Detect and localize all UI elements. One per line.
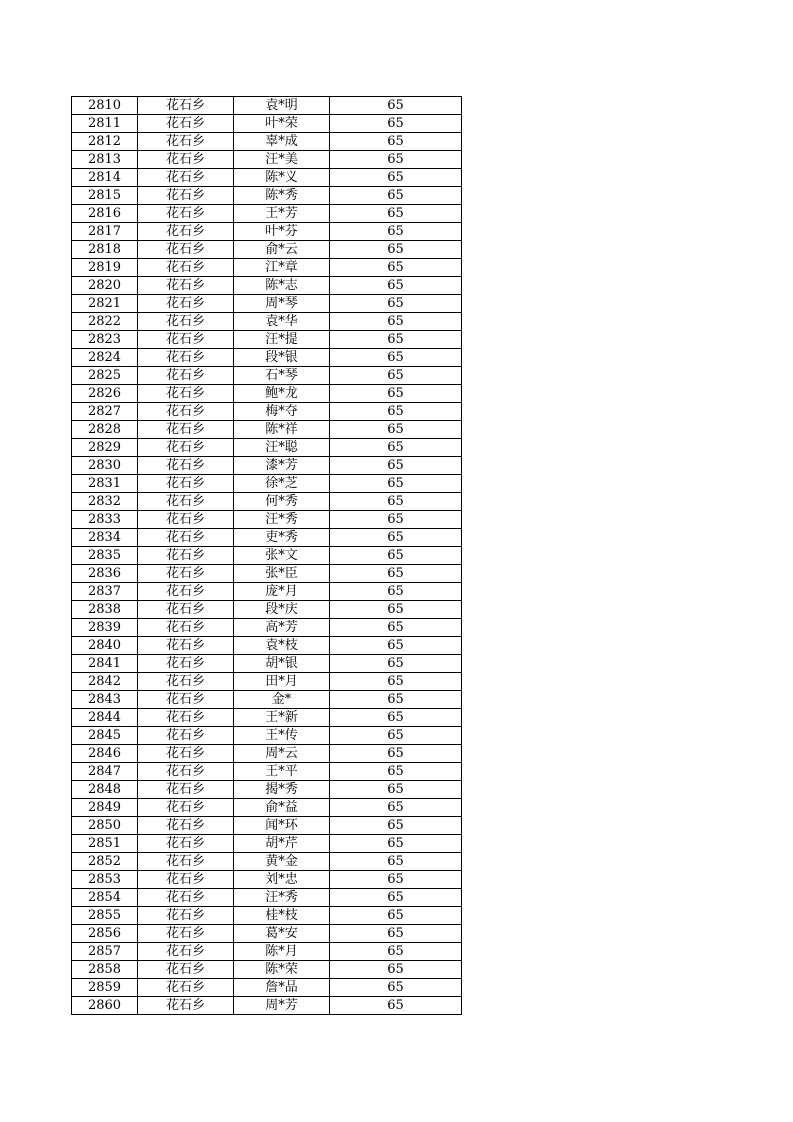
amount-cell: 65 <box>330 385 462 403</box>
amount-cell: 65 <box>330 295 462 313</box>
name-cell: 黄*金 <box>234 853 330 871</box>
amount-cell: 65 <box>330 997 462 1015</box>
table-row <box>72 907 462 925</box>
table-row <box>72 133 462 151</box>
row-number-cell: 2851 <box>72 835 138 853</box>
name-cell: 闻*环 <box>234 817 330 835</box>
name-cell: 漆*芳 <box>234 457 330 475</box>
amount-cell: 65 <box>330 529 462 547</box>
table-row <box>72 457 462 475</box>
amount-cell: 65 <box>330 313 462 331</box>
row-number-cell: 2849 <box>72 799 138 817</box>
table-row <box>72 349 462 367</box>
row-number-cell: 2845 <box>72 727 138 745</box>
name-cell: 陈*秀 <box>234 187 330 205</box>
table-row <box>72 295 462 313</box>
table-row <box>72 727 462 745</box>
row-number-cell: 2854 <box>72 889 138 907</box>
township-cell: 花石乡 <box>138 403 234 421</box>
name-cell: 王*新 <box>234 709 330 727</box>
township-cell: 花石乡 <box>138 385 234 403</box>
name-cell: 刘*忠 <box>234 871 330 889</box>
amount-cell: 65 <box>330 601 462 619</box>
name-cell: 徐*芝 <box>234 475 330 493</box>
row-number-cell: 2825 <box>72 367 138 385</box>
township-cell: 花石乡 <box>138 511 234 529</box>
township-cell: 花石乡 <box>138 943 234 961</box>
table-row <box>72 853 462 871</box>
township-cell: 花石乡 <box>138 961 234 979</box>
row-number-cell: 2826 <box>72 385 138 403</box>
amount-cell: 65 <box>330 979 462 997</box>
row-number-cell: 2817 <box>72 223 138 241</box>
table-row <box>72 871 462 889</box>
table-row <box>72 421 462 439</box>
table-row <box>72 529 462 547</box>
table-row <box>72 439 462 457</box>
row-number-cell: 2833 <box>72 511 138 529</box>
row-number-cell: 2811 <box>72 115 138 133</box>
township-cell: 花石乡 <box>138 637 234 655</box>
township-cell: 花石乡 <box>138 853 234 871</box>
table-row <box>72 187 462 205</box>
name-cell: 段*庆 <box>234 601 330 619</box>
township-cell: 花石乡 <box>138 889 234 907</box>
amount-cell: 65 <box>330 133 462 151</box>
row-number-cell: 2860 <box>72 997 138 1015</box>
name-cell: 詹*品 <box>234 979 330 997</box>
amount-cell: 65 <box>330 709 462 727</box>
row-number-cell: 2842 <box>72 673 138 691</box>
township-cell: 花石乡 <box>138 529 234 547</box>
name-cell: 何*秀 <box>234 493 330 511</box>
amount-cell: 65 <box>330 673 462 691</box>
row-number-cell: 2819 <box>72 259 138 277</box>
row-number-cell: 2844 <box>72 709 138 727</box>
name-cell: 葛*安 <box>234 925 330 943</box>
table-row <box>72 673 462 691</box>
name-cell: 周*芳 <box>234 997 330 1015</box>
township-cell: 花石乡 <box>138 421 234 439</box>
table-row <box>72 943 462 961</box>
table-row <box>72 277 462 295</box>
row-number-cell: 2829 <box>72 439 138 457</box>
name-cell: 田*月 <box>234 673 330 691</box>
name-cell: 汪*秀 <box>234 511 330 529</box>
amount-cell: 65 <box>330 889 462 907</box>
amount-cell: 65 <box>330 817 462 835</box>
amount-cell: 65 <box>330 403 462 421</box>
amount-cell: 65 <box>330 763 462 781</box>
township-cell: 花石乡 <box>138 619 234 637</box>
row-number-cell: 2857 <box>72 943 138 961</box>
row-number-cell: 2850 <box>72 817 138 835</box>
township-cell: 花石乡 <box>138 907 234 925</box>
township-cell: 花石乡 <box>138 583 234 601</box>
table-row <box>72 331 462 349</box>
row-number-cell: 2859 <box>72 979 138 997</box>
township-cell: 花石乡 <box>138 133 234 151</box>
township-cell: 花石乡 <box>138 799 234 817</box>
name-cell: 俞*云 <box>234 241 330 259</box>
amount-cell: 65 <box>330 745 462 763</box>
amount-cell: 65 <box>330 961 462 979</box>
name-cell: 梅*夺 <box>234 403 330 421</box>
table-body <box>72 97 462 1015</box>
amount-cell: 65 <box>330 241 462 259</box>
amount-cell: 65 <box>330 655 462 673</box>
township-cell: 花石乡 <box>138 493 234 511</box>
amount-cell: 65 <box>330 259 462 277</box>
name-cell: 汪*提 <box>234 331 330 349</box>
township-cell: 花石乡 <box>138 691 234 709</box>
amount-cell: 65 <box>330 187 462 205</box>
amount-cell: 65 <box>330 835 462 853</box>
name-cell: 王*芳 <box>234 205 330 223</box>
table-row <box>72 961 462 979</box>
amount-cell: 65 <box>330 907 462 925</box>
amount-cell: 65 <box>330 511 462 529</box>
table-row <box>72 367 462 385</box>
amount-cell: 65 <box>330 349 462 367</box>
township-cell: 花石乡 <box>138 763 234 781</box>
table-row <box>72 385 462 403</box>
name-cell: 叶*芬 <box>234 223 330 241</box>
row-number-cell: 2843 <box>72 691 138 709</box>
township-cell: 花石乡 <box>138 817 234 835</box>
township-cell: 花石乡 <box>138 97 234 115</box>
table-row <box>72 547 462 565</box>
amount-cell: 65 <box>330 475 462 493</box>
table-row <box>72 169 462 187</box>
township-cell: 花石乡 <box>138 223 234 241</box>
township-cell: 花石乡 <box>138 241 234 259</box>
table-row <box>72 403 462 421</box>
table-row <box>72 835 462 853</box>
name-cell: 胡*银 <box>234 655 330 673</box>
row-number-cell: 2841 <box>72 655 138 673</box>
row-number-cell: 2815 <box>72 187 138 205</box>
row-number-cell: 2827 <box>72 403 138 421</box>
name-cell: 周*琴 <box>234 295 330 313</box>
name-cell: 陈*义 <box>234 169 330 187</box>
amount-cell: 65 <box>330 925 462 943</box>
township-cell: 花石乡 <box>138 331 234 349</box>
township-cell: 花石乡 <box>138 367 234 385</box>
row-number-cell: 2855 <box>72 907 138 925</box>
amount-cell: 65 <box>330 691 462 709</box>
name-cell: 陈*荣 <box>234 961 330 979</box>
township-cell: 花石乡 <box>138 547 234 565</box>
township-cell: 花石乡 <box>138 457 234 475</box>
table-row <box>72 691 462 709</box>
township-cell: 花石乡 <box>138 259 234 277</box>
row-number-cell: 2823 <box>72 331 138 349</box>
township-cell: 花石乡 <box>138 835 234 853</box>
row-number-cell: 2828 <box>72 421 138 439</box>
amount-cell: 65 <box>330 367 462 385</box>
township-cell: 花石乡 <box>138 295 234 313</box>
row-number-cell: 2839 <box>72 619 138 637</box>
township-cell: 花石乡 <box>138 655 234 673</box>
table-row <box>72 979 462 997</box>
row-number-cell: 2856 <box>72 925 138 943</box>
township-cell: 花石乡 <box>138 781 234 799</box>
amount-cell: 65 <box>330 871 462 889</box>
table-row <box>72 493 462 511</box>
township-cell: 花石乡 <box>138 745 234 763</box>
row-number-cell: 2846 <box>72 745 138 763</box>
name-cell: 汪*秀 <box>234 889 330 907</box>
row-number-cell: 2831 <box>72 475 138 493</box>
row-number-cell: 2814 <box>72 169 138 187</box>
table-row <box>72 583 462 601</box>
name-cell: 胡*芹 <box>234 835 330 853</box>
table-row <box>72 151 462 169</box>
township-cell: 花石乡 <box>138 115 234 133</box>
table-row <box>72 799 462 817</box>
table-row <box>72 241 462 259</box>
name-cell: 石*琴 <box>234 367 330 385</box>
township-cell: 花石乡 <box>138 997 234 1015</box>
row-number-cell: 2834 <box>72 529 138 547</box>
data-table <box>71 96 462 1015</box>
township-cell: 花石乡 <box>138 871 234 889</box>
township-cell: 花石乡 <box>138 313 234 331</box>
name-cell: 汪*聪 <box>234 439 330 457</box>
row-number-cell: 2812 <box>72 133 138 151</box>
amount-cell: 65 <box>330 853 462 871</box>
table-row <box>72 745 462 763</box>
amount-cell: 65 <box>330 421 462 439</box>
table-row <box>72 475 462 493</box>
township-cell: 花石乡 <box>138 349 234 367</box>
township-cell: 花石乡 <box>138 151 234 169</box>
township-cell: 花石乡 <box>138 709 234 727</box>
row-number-cell: 2853 <box>72 871 138 889</box>
name-cell: 陈*志 <box>234 277 330 295</box>
row-number-cell: 2818 <box>72 241 138 259</box>
name-cell: 高*芳 <box>234 619 330 637</box>
table-row <box>72 565 462 583</box>
table-row <box>72 313 462 331</box>
name-cell: 俞*益 <box>234 799 330 817</box>
name-cell: 鲍*龙 <box>234 385 330 403</box>
amount-cell: 65 <box>330 169 462 187</box>
name-cell: 袁*枝 <box>234 637 330 655</box>
township-cell: 花石乡 <box>138 205 234 223</box>
amount-cell: 65 <box>330 781 462 799</box>
amount-cell: 65 <box>330 277 462 295</box>
amount-cell: 65 <box>330 565 462 583</box>
table-row <box>72 259 462 277</box>
table-row <box>72 223 462 241</box>
amount-cell: 65 <box>330 457 462 475</box>
row-number-cell: 2852 <box>72 853 138 871</box>
township-cell: 花石乡 <box>138 727 234 745</box>
table-row <box>72 205 462 223</box>
row-number-cell: 2836 <box>72 565 138 583</box>
table-row <box>72 655 462 673</box>
amount-cell: 65 <box>330 619 462 637</box>
row-number-cell: 2858 <box>72 961 138 979</box>
name-cell: 张*文 <box>234 547 330 565</box>
township-cell: 花石乡 <box>138 925 234 943</box>
amount-cell: 65 <box>330 493 462 511</box>
name-cell: 陈*月 <box>234 943 330 961</box>
amount-cell: 65 <box>330 151 462 169</box>
table-row <box>72 709 462 727</box>
amount-cell: 65 <box>330 331 462 349</box>
row-number-cell: 2824 <box>72 349 138 367</box>
name-cell: 王*平 <box>234 763 330 781</box>
table-row <box>72 601 462 619</box>
township-cell: 花石乡 <box>138 673 234 691</box>
row-number-cell: 2810 <box>72 97 138 115</box>
township-cell: 花石乡 <box>138 475 234 493</box>
amount-cell: 65 <box>330 205 462 223</box>
row-number-cell: 2835 <box>72 547 138 565</box>
table-row <box>72 817 462 835</box>
name-cell: 吏*秀 <box>234 529 330 547</box>
table-row <box>72 511 462 529</box>
table-row <box>72 97 462 115</box>
name-cell: 汪*美 <box>234 151 330 169</box>
amount-cell: 65 <box>330 115 462 133</box>
table-row <box>72 619 462 637</box>
name-cell: 陈*祥 <box>234 421 330 439</box>
row-number-cell: 2832 <box>72 493 138 511</box>
row-number-cell: 2838 <box>72 601 138 619</box>
name-cell: 桂*枝 <box>234 907 330 925</box>
row-number-cell: 2847 <box>72 763 138 781</box>
table-row <box>72 997 462 1015</box>
table-row <box>72 925 462 943</box>
name-cell: 周*云 <box>234 745 330 763</box>
table-row <box>72 115 462 133</box>
name-cell: 江*章 <box>234 259 330 277</box>
row-number-cell: 2830 <box>72 457 138 475</box>
amount-cell: 65 <box>330 223 462 241</box>
name-cell: 庞*月 <box>234 583 330 601</box>
table-row <box>72 763 462 781</box>
amount-cell: 65 <box>330 583 462 601</box>
name-cell: 袁*华 <box>234 313 330 331</box>
row-number-cell: 2822 <box>72 313 138 331</box>
amount-cell: 65 <box>330 727 462 745</box>
table-row <box>72 781 462 799</box>
name-cell: 段*银 <box>234 349 330 367</box>
township-cell: 花石乡 <box>138 565 234 583</box>
name-cell: 叶*荣 <box>234 115 330 133</box>
name-cell: 揭*秀 <box>234 781 330 799</box>
amount-cell: 65 <box>330 637 462 655</box>
row-number-cell: 2840 <box>72 637 138 655</box>
amount-cell: 65 <box>330 799 462 817</box>
table-row <box>72 637 462 655</box>
table-row <box>72 889 462 907</box>
name-cell: 王*传 <box>234 727 330 745</box>
township-cell: 花石乡 <box>138 277 234 295</box>
township-cell: 花石乡 <box>138 187 234 205</box>
amount-cell: 65 <box>330 943 462 961</box>
name-cell: 袁*明 <box>234 97 330 115</box>
amount-cell: 65 <box>330 547 462 565</box>
row-number-cell: 2816 <box>72 205 138 223</box>
row-number-cell: 2813 <box>72 151 138 169</box>
township-cell: 花石乡 <box>138 169 234 187</box>
township-cell: 花石乡 <box>138 601 234 619</box>
township-cell: 花石乡 <box>138 979 234 997</box>
name-cell: 辜*成 <box>234 133 330 151</box>
row-number-cell: 2848 <box>72 781 138 799</box>
name-cell: 金* <box>234 691 330 709</box>
row-number-cell: 2821 <box>72 295 138 313</box>
name-cell: 张*臣 <box>234 565 330 583</box>
row-number-cell: 2820 <box>72 277 138 295</box>
row-number-cell: 2837 <box>72 583 138 601</box>
township-cell: 花石乡 <box>138 439 234 457</box>
amount-cell: 65 <box>330 439 462 457</box>
amount-cell: 65 <box>330 97 462 115</box>
